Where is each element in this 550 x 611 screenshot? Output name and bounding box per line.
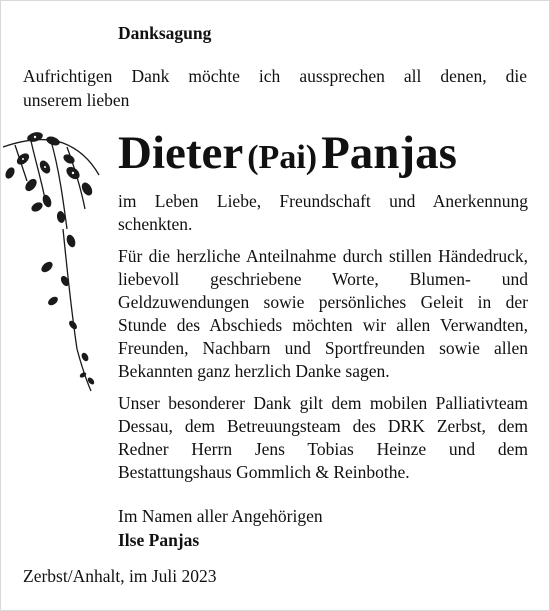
name-first: Dieter <box>118 127 244 179</box>
name-last: Panjas <box>321 127 457 179</box>
deceased-name <box>118 125 457 192</box>
paragraph-2: Für die herzliche Anteilnahme durch stillen Händedruck, liebevoll geschriebene Worte, Blumen- und Geldzuwendungen sowie persönliches Geleit in der Stunde des Abschieds möchten wir allen Verwandten, Freunden, Nachbarn und Sportfreunden sowie allen Bekannten ganz herzlich Danke sagen. <box>118 246 528 381</box>
name-nickname: (Pai) <box>247 139 318 176</box>
signature <box>118 504 323 552</box>
intro-line-2: unserem lieben <box>23 90 130 110</box>
signature-line: Im Namen aller Angehörigen <box>118 506 323 526</box>
heading: Danksagung <box>118 23 212 43</box>
signature-name: Ilse Panjas <box>118 530 200 550</box>
paragraph-1: im Leben Liebe, Freundschaft und Anerkennung schenkten. <box>118 191 528 234</box>
intro-line-1: Aufrichtigen Dank möchte ich aussprechen all denen, die <box>23 66 527 86</box>
body-text <box>118 190 528 493</box>
place-date: Zerbst/Anhalt, im Juli 2023 <box>23 566 217 586</box>
paragraph-3: Unser besonderer Dank gilt dem mobilen Palliativteam Dessau, dem Betreuungsteam des DRK Zerbst, dem Redner Herrn Jens Tobias Heinze und dem Bestattungshaus Gommlich & Reinbothe. <box>118 393 528 482</box>
birch-branch-icon <box>1 129 113 404</box>
